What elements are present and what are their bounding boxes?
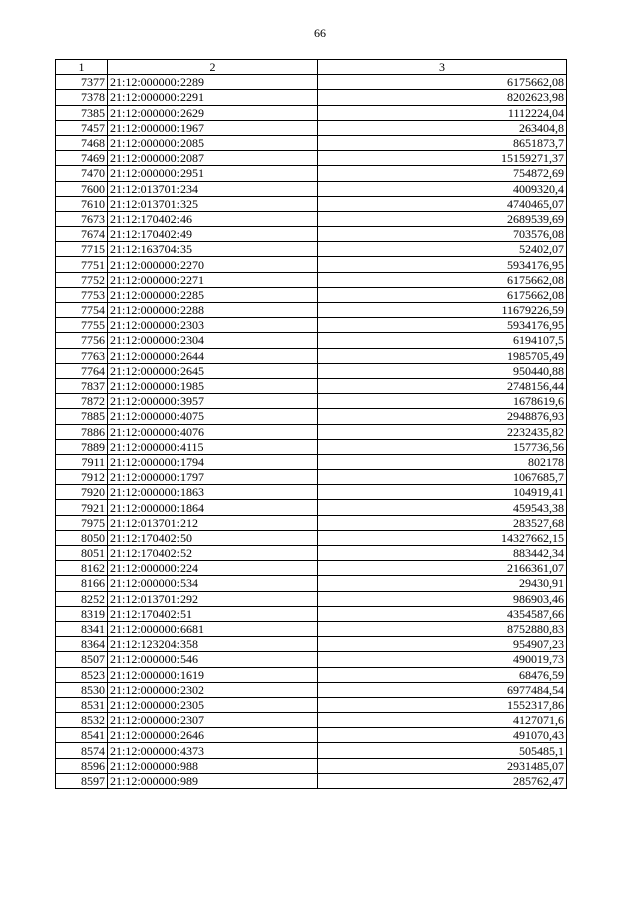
table-row	[56, 363, 567, 378]
cadastral-number-cell: 21:12:000000:1985	[108, 378, 318, 393]
row-number-cell: 7378	[56, 90, 108, 105]
table-row	[56, 606, 567, 621]
cadastral-number-cell: 21:12:013701:212	[108, 515, 318, 530]
cadastral-number-cell: 21:12:000000:4115	[108, 439, 318, 454]
value-cell: 14327662,15	[318, 530, 567, 545]
value-cell: 8651873,7	[318, 135, 567, 150]
row-number-cell: 8530	[56, 682, 108, 697]
row-number-cell: 7837	[56, 378, 108, 393]
value-cell: 263404,8	[318, 120, 567, 135]
value-cell: 6175662,08	[318, 75, 567, 90]
row-number-cell: 7385	[56, 105, 108, 120]
value-cell: 157736,56	[318, 439, 567, 454]
column-header-1: 1	[56, 60, 108, 75]
value-cell: 490019,73	[318, 652, 567, 667]
table-row	[56, 728, 567, 743]
cadastral-number-cell: 21:12:000000:2291	[108, 90, 318, 105]
value-cell: 1678619,6	[318, 394, 567, 409]
cadastral-number-cell: 21:12:000000:989	[108, 773, 318, 788]
value-cell: 104919,41	[318, 485, 567, 500]
value-cell: 2948876,93	[318, 409, 567, 424]
cadastral-number-cell: 21:12:013701:234	[108, 181, 318, 196]
row-number-cell: 7715	[56, 242, 108, 257]
row-number-cell: 7763	[56, 348, 108, 363]
cadastral-number-cell: 21:12:000000:2285	[108, 287, 318, 302]
row-number-cell: 7457	[56, 120, 108, 135]
row-number-cell: 8252	[56, 591, 108, 606]
value-cell: 1985705,49	[318, 348, 567, 363]
table-row	[56, 621, 567, 636]
cadastral-number-cell: 21:12:000000:1797	[108, 470, 318, 485]
cadastral-number-cell: 21:12:000000:2951	[108, 166, 318, 181]
cadastral-number-cell: 21:12:000000:1864	[108, 500, 318, 515]
table-row	[56, 287, 567, 302]
row-number-cell: 7468	[56, 135, 108, 150]
cadastral-number-cell: 21:12:000000:546	[108, 652, 318, 667]
value-cell: 703576,08	[318, 227, 567, 242]
cadastral-number-cell: 21:12:000000:2629	[108, 105, 318, 120]
row-number-cell: 7673	[56, 211, 108, 226]
table-row	[56, 318, 567, 333]
row-number-cell: 7872	[56, 394, 108, 409]
table-row	[56, 90, 567, 105]
row-number-cell: 8532	[56, 713, 108, 728]
data-table	[55, 59, 567, 789]
value-cell: 5934176,95	[318, 257, 567, 272]
value-cell: 4009320,4	[318, 181, 567, 196]
table-row	[56, 333, 567, 348]
value-cell: 5934176,95	[318, 318, 567, 333]
cadastral-number-cell: 21:12:000000:2305	[108, 697, 318, 712]
table-row	[56, 773, 567, 788]
cadastral-number-cell: 21:12:163704:35	[108, 242, 318, 257]
row-number-cell: 8050	[56, 530, 108, 545]
row-number-cell: 8364	[56, 637, 108, 652]
table-row	[56, 120, 567, 135]
cadastral-number-cell: 21:12:000000:2085	[108, 135, 318, 150]
table-row	[56, 348, 567, 363]
cadastral-number-cell: 21:12:000000:2646	[108, 728, 318, 743]
table-row	[56, 242, 567, 257]
row-number-cell: 7755	[56, 318, 108, 333]
value-cell: 2748156,44	[318, 378, 567, 393]
table-row	[56, 576, 567, 591]
table-row	[56, 758, 567, 773]
row-number-cell: 7753	[56, 287, 108, 302]
table-row	[56, 485, 567, 500]
table-header-row	[56, 60, 567, 75]
table-row	[56, 454, 567, 469]
column-header-3: 3	[318, 60, 567, 75]
value-cell: 6194107,5	[318, 333, 567, 348]
value-cell: 6175662,08	[318, 272, 567, 287]
table-row	[56, 181, 567, 196]
value-cell: 491070,43	[318, 728, 567, 743]
table-row	[56, 515, 567, 530]
cadastral-number-cell: 21:12:000000:1794	[108, 454, 318, 469]
table-row	[56, 500, 567, 515]
row-number-cell: 7752	[56, 272, 108, 287]
cadastral-number-cell: 21:12:000000:2271	[108, 272, 318, 287]
cadastral-number-cell: 21:12:000000:534	[108, 576, 318, 591]
table-row	[56, 378, 567, 393]
value-cell: 29430,91	[318, 576, 567, 591]
value-cell: 8752880,83	[318, 621, 567, 636]
page-number: 66	[314, 26, 326, 40]
row-number-cell: 7889	[56, 439, 108, 454]
row-number-cell: 7469	[56, 151, 108, 166]
cadastral-number-cell: 21:12:170402:52	[108, 546, 318, 561]
table-row	[56, 637, 567, 652]
cadastral-number-cell: 21:12:170402:46	[108, 211, 318, 226]
cadastral-number-cell: 21:12:000000:4373	[108, 743, 318, 758]
cadastral-number-cell: 21:12:013701:325	[108, 196, 318, 211]
table-row	[56, 75, 567, 90]
cadastral-number-cell: 21:12:000000:2087	[108, 151, 318, 166]
value-cell: 754872,69	[318, 166, 567, 181]
row-number-cell: 8162	[56, 561, 108, 576]
row-number-cell: 7470	[56, 166, 108, 181]
cadastral-number-cell: 21:12:000000:2288	[108, 303, 318, 318]
row-number-cell: 8166	[56, 576, 108, 591]
cadastral-number-cell: 21:12:013701:292	[108, 591, 318, 606]
value-cell: 2232435,82	[318, 424, 567, 439]
row-number-cell: 7912	[56, 470, 108, 485]
table-row	[56, 394, 567, 409]
value-cell: 285762,47	[318, 773, 567, 788]
table-row	[56, 196, 567, 211]
value-cell: 950440,88	[318, 363, 567, 378]
row-number-cell: 8541	[56, 728, 108, 743]
cadastral-number-cell: 21:12:000000:6681	[108, 621, 318, 636]
column-header-2: 2	[108, 60, 318, 75]
value-cell: 4740465,07	[318, 196, 567, 211]
table-row	[56, 591, 567, 606]
row-number-cell: 8597	[56, 773, 108, 788]
cadastral-number-cell: 21:12:000000:1967	[108, 120, 318, 135]
row-number-cell: 7377	[56, 75, 108, 90]
row-number-cell: 7600	[56, 181, 108, 196]
value-cell: 4127071,6	[318, 713, 567, 728]
table-row	[56, 257, 567, 272]
table-row	[56, 743, 567, 758]
row-number-cell: 7975	[56, 515, 108, 530]
row-number-cell: 7921	[56, 500, 108, 515]
table-row	[56, 211, 567, 226]
cadastral-number-cell: 21:12:170402:49	[108, 227, 318, 242]
row-number-cell: 7920	[56, 485, 108, 500]
table-row	[56, 561, 567, 576]
table-row	[56, 667, 567, 682]
value-cell: 2166361,07	[318, 561, 567, 576]
cadastral-number-cell: 21:12:000000:2645	[108, 363, 318, 378]
row-number-cell: 7751	[56, 257, 108, 272]
cadastral-number-cell: 21:12:000000:2289	[108, 75, 318, 90]
value-cell: 954907,23	[318, 637, 567, 652]
cadastral-number-cell: 21:12:170402:51	[108, 606, 318, 621]
value-cell: 68476,59	[318, 667, 567, 682]
table-row	[56, 439, 567, 454]
row-number-cell: 8507	[56, 652, 108, 667]
value-cell: 505485,1	[318, 743, 567, 758]
value-cell: 6175662,08	[318, 287, 567, 302]
value-cell: 986903,46	[318, 591, 567, 606]
row-number-cell: 8051	[56, 546, 108, 561]
row-number-cell: 8523	[56, 667, 108, 682]
value-cell: 2689539,69	[318, 211, 567, 226]
cadastral-number-cell: 21:12:000000:2303	[108, 318, 318, 333]
table-row	[56, 135, 567, 150]
table-row	[56, 424, 567, 439]
table-row	[56, 409, 567, 424]
cadastral-number-cell: 21:12:000000:988	[108, 758, 318, 773]
table-row	[56, 713, 567, 728]
table-row	[56, 682, 567, 697]
value-cell: 1552317,86	[318, 697, 567, 712]
cadastral-number-cell: 21:12:000000:4075	[108, 409, 318, 424]
cadastral-number-cell: 21:12:000000:2307	[108, 713, 318, 728]
value-cell: 15159271,37	[318, 151, 567, 166]
row-number-cell: 8531	[56, 697, 108, 712]
value-cell: 2931485,07	[318, 758, 567, 773]
row-number-cell: 7886	[56, 424, 108, 439]
cadastral-number-cell: 21:12:000000:2304	[108, 333, 318, 348]
value-cell: 283527,68	[318, 515, 567, 530]
value-cell: 4354587,66	[318, 606, 567, 621]
table-row	[56, 166, 567, 181]
cadastral-number-cell: 21:12:000000:4076	[108, 424, 318, 439]
value-cell: 8202623,98	[318, 90, 567, 105]
value-cell: 883442,34	[318, 546, 567, 561]
table-row	[56, 227, 567, 242]
cadastral-number-cell: 21:12:000000:2302	[108, 682, 318, 697]
value-cell: 11679226,59	[318, 303, 567, 318]
table-row	[56, 546, 567, 561]
cadastral-number-cell: 21:12:000000:2270	[108, 257, 318, 272]
table-row	[56, 303, 567, 318]
table-row	[56, 530, 567, 545]
row-number-cell: 7911	[56, 454, 108, 469]
row-number-cell: 7674	[56, 227, 108, 242]
value-cell: 1112224,04	[318, 105, 567, 120]
value-cell: 52402,07	[318, 242, 567, 257]
cadastral-number-cell: 21:12:170402:50	[108, 530, 318, 545]
row-number-cell: 8574	[56, 743, 108, 758]
value-cell: 6977484,54	[318, 682, 567, 697]
row-number-cell: 8341	[56, 621, 108, 636]
table-row	[56, 652, 567, 667]
row-number-cell: 7756	[56, 333, 108, 348]
value-cell: 802178	[318, 454, 567, 469]
table-row	[56, 697, 567, 712]
cadastral-number-cell: 21:12:000000:3957	[108, 394, 318, 409]
row-number-cell: 7610	[56, 196, 108, 211]
row-number-cell: 8319	[56, 606, 108, 621]
table-row	[56, 151, 567, 166]
table-row	[56, 105, 567, 120]
row-number-cell: 8596	[56, 758, 108, 773]
row-number-cell: 7885	[56, 409, 108, 424]
value-cell: 459543,38	[318, 500, 567, 515]
cadastral-number-cell: 21:12:000000:1619	[108, 667, 318, 682]
row-number-cell: 7754	[56, 303, 108, 318]
cadastral-number-cell: 21:12:123204:358	[108, 637, 318, 652]
table-row	[56, 272, 567, 287]
cadastral-number-cell: 21:12:000000:224	[108, 561, 318, 576]
value-cell: 1067685,7	[318, 470, 567, 485]
table-row	[56, 470, 567, 485]
cadastral-number-cell: 21:12:000000:2644	[108, 348, 318, 363]
cadastral-number-cell: 21:12:000000:1863	[108, 485, 318, 500]
row-number-cell: 7764	[56, 363, 108, 378]
